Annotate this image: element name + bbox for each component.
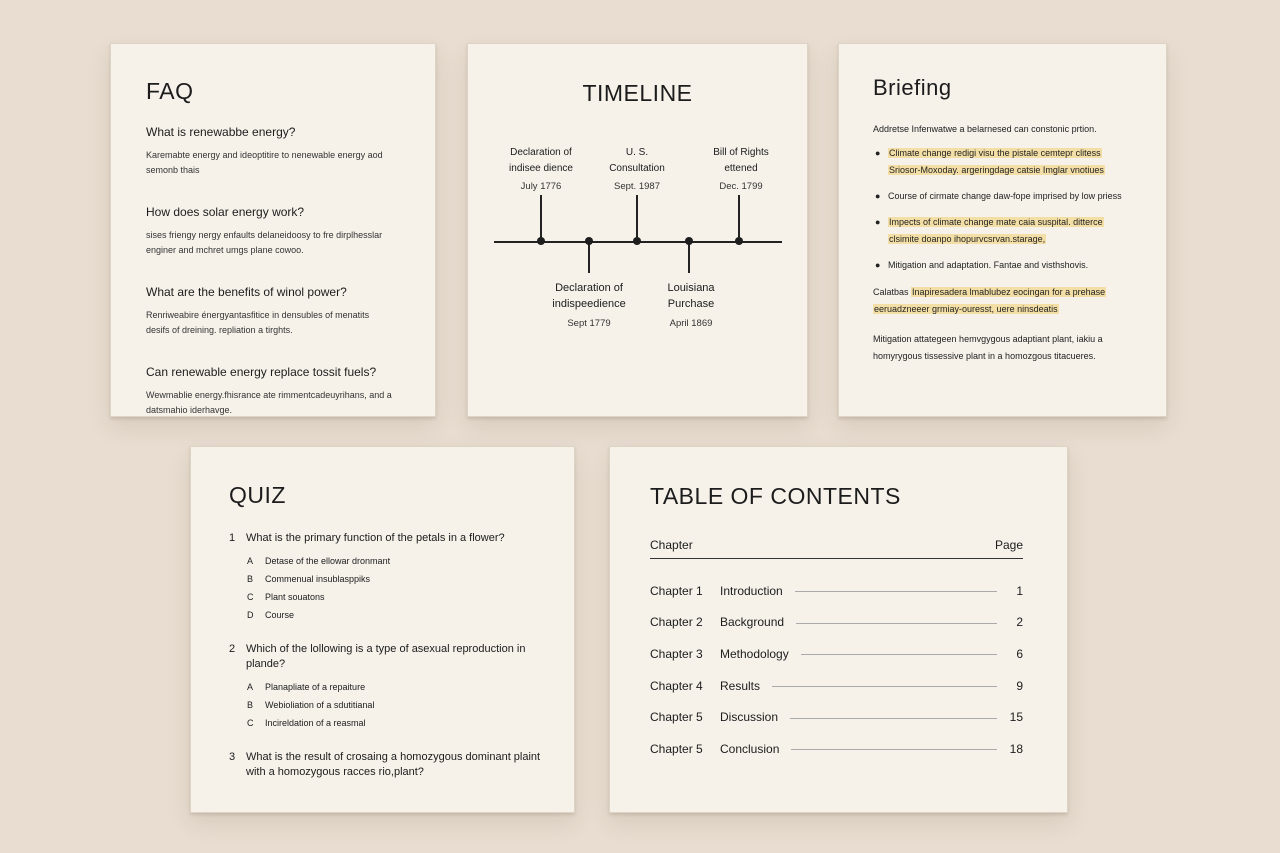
toc-page-number: 18	[1009, 741, 1023, 756]
option-text: Planapliate of a repaiture	[265, 682, 366, 692]
toc-chapter-name: Discussion	[720, 710, 779, 725]
timeline-marker	[585, 237, 593, 245]
faq-title: FAQ	[146, 78, 194, 104]
timeline-marker	[735, 237, 743, 245]
briefing-intro: Addretse Infenwatwe a belarnesed can constonic prtion.	[873, 124, 1097, 134]
faq-question: How does solar energy work?	[146, 205, 305, 219]
faq-question: What is renewabbe energy?	[146, 125, 296, 139]
question-header	[229, 642, 544, 672]
timeline-event-name: Louisiana	[667, 282, 715, 294]
option-text: Detase of the ellowar dronmant	[265, 556, 391, 566]
faq-answer	[146, 388, 401, 418]
toc-row[interactable]	[650, 607, 1023, 639]
timeline-title: TIMELINE	[582, 80, 693, 106]
toc-chapter-number: Chapter 4	[650, 678, 703, 693]
timeline-event-name: Consultation	[609, 163, 665, 174]
toc-title: TABLE OF CONTENTS	[650, 483, 901, 509]
toc-chapter-name: Methodology	[720, 646, 789, 661]
question-text: What is the primary function of the petals in a flower?	[246, 532, 505, 544]
timeline-event-date: Sept. 1987	[614, 181, 660, 192]
timeline-stem	[588, 241, 589, 273]
timeline-event	[631, 280, 751, 332]
bullet-text-line2: clsimite doanpo ihopurvcsrvan.starage,	[889, 234, 1046, 244]
option-letter: D	[247, 610, 254, 620]
toc-page-number: 15	[1009, 710, 1023, 725]
toc-row[interactable]	[650, 638, 1023, 670]
bullet-lead: Impects of climate change	[889, 217, 994, 227]
toc-row[interactable]	[650, 701, 1023, 733]
timeline-marker	[685, 237, 693, 245]
faq-answer-line: enginer and mchret umgs plane cowoo.	[146, 245, 304, 255]
toc-chapter-name: Results	[720, 678, 761, 693]
bullet-lead: Mitigation and adaptation.	[888, 260, 992, 270]
faq-answer-line: sises friengy nergy enfaults delaneidoosy to fre dirplhesslar	[146, 230, 383, 240]
toc-page-number: 6	[1016, 646, 1023, 661]
toc-chapter-number: Chapter 2	[650, 615, 703, 630]
faq-answer	[146, 308, 401, 338]
quiz-card	[190, 446, 575, 813]
briefing-paragraph	[873, 331, 1142, 365]
timeline-event-name: Declaration of	[510, 147, 572, 158]
bullet-dot-icon: ●	[875, 191, 881, 201]
question-text: What is the result of crosaing a homozygous dominant plaint with a homozygous racces rio,plant?	[246, 751, 541, 778]
faq-answer-line: Wewmablie energy.fhisrance ate rimmentcadeuyrihans, and a	[146, 390, 392, 400]
faq-answer-line: Karemabte energy and ideoptitire to nenewable energy aod	[146, 150, 383, 160]
question-number: 2	[229, 643, 236, 655]
timeline-event-name: Bill of Rights	[713, 147, 769, 158]
toc-leader-line	[796, 623, 997, 624]
toc-chapter-number: Chapter 5	[650, 710, 703, 725]
option-letter: B	[247, 574, 254, 584]
briefing-bullet	[873, 214, 1142, 248]
timeline-stem	[688, 241, 689, 273]
briefing-title: Briefing	[873, 75, 952, 100]
bullet-dot-icon: ●	[875, 217, 881, 227]
highlighted-text: eeruadzneeer grmiay-ouresst, uere ninsdeatis	[874, 304, 1058, 314]
faq-item	[146, 205, 401, 258]
briefing-bullet	[873, 145, 1142, 179]
highlighted-text	[888, 217, 1104, 227]
faq-item	[146, 365, 401, 418]
question-header	[229, 750, 544, 780]
question-number: 3	[229, 751, 236, 763]
bullet-text: Course of cirmate change daw-fope imprised by low priess	[888, 191, 1122, 201]
timeline-event	[681, 145, 801, 195]
toc-header-page: Page	[994, 538, 1023, 552]
briefing-list	[873, 145, 1142, 274]
toc-leader-line	[790, 718, 997, 719]
timeline-event-date: Sept 1779	[567, 318, 611, 329]
faq-item	[146, 285, 401, 338]
toc-chapter-number: Chapter 3	[650, 646, 703, 661]
faq-question: Can renewable energy replace tossit fuels?	[146, 365, 377, 379]
bullet-text: Fantae and visthshovis.	[993, 260, 1089, 270]
bullet-text: mate caia suspital. ditterce	[996, 217, 1103, 227]
bullet-text-line2: Sriosor-Moxoday. argeringdage catsie Imglar vnotiues	[889, 165, 1104, 175]
option-text: Webioliation of a sdutitianal	[265, 700, 375, 710]
toc-card	[609, 446, 1068, 813]
faq-item	[146, 125, 401, 178]
faq-answer	[146, 148, 401, 178]
toc-chapter-name: Background	[720, 615, 785, 630]
quiz-question	[229, 750, 544, 780]
option-letter: A	[247, 556, 254, 566]
faq-question: What are the benefits of winol power?	[146, 285, 347, 299]
toc-chapter-name: Introduction	[720, 583, 783, 598]
toc-chapter-name: Conclusion	[720, 741, 780, 756]
toc-page-number: 9	[1016, 678, 1023, 693]
bullet-dot-icon: ●	[875, 260, 881, 270]
timeline-stem	[540, 195, 541, 241]
answer-option[interactable]	[229, 714, 544, 732]
answer-option[interactable]	[229, 696, 544, 714]
timeline-event-name: U. S.	[625, 147, 649, 158]
timeline-event-name: indisee dience	[509, 163, 573, 174]
faq-answer-line: datsmahio iderhavge.	[146, 405, 233, 415]
timeline-event-name: ettened	[724, 163, 758, 174]
toc-page-number: 2	[1016, 615, 1023, 630]
option-letter: C	[247, 718, 254, 728]
timeline-event-name: indispeedience	[552, 298, 626, 310]
briefing-bullet	[873, 188, 1142, 205]
paragraph-lead: Calatbas	[873, 287, 909, 297]
paragraph-line: homyrygous tissessive plant in a homozgous titacueres.	[873, 351, 1096, 361]
timeline-event-date: July 1776	[520, 181, 562, 192]
answer-option[interactable]	[229, 570, 544, 588]
bullet-dot-icon: ●	[875, 148, 881, 158]
toc-row[interactable]	[650, 575, 1023, 607]
faq-answer-line: Renriweabire énergyantasfitice in densubles of menatits	[146, 310, 370, 320]
answer-option[interactable]	[229, 588, 544, 606]
timeline-event-date: Dec. 1799	[719, 181, 763, 192]
option-letter: B	[247, 700, 254, 710]
toc-leader-line	[791, 749, 997, 750]
paragraph-line: Mitigation attategeen hemvgygous adaptiant plant, iakiu a	[873, 334, 1103, 344]
faq-answer-line: semonb thais	[146, 165, 200, 175]
timeline-stem	[738, 195, 739, 241]
question-number: 1	[229, 532, 236, 544]
faq-answer-line: desifs of dreining. repliation a tirghts.	[146, 325, 293, 335]
toc-chapter-number: Chapter 5	[650, 741, 703, 756]
highlighted-text: Inapiresadera lmablubez eocingan for a prehase	[912, 287, 1106, 297]
toc-header-chapter: Chapter	[650, 538, 693, 552]
option-text: Commenual insublasppiks	[265, 574, 371, 584]
briefing-card	[838, 43, 1167, 417]
quiz-question	[229, 531, 544, 624]
toc-row[interactable]	[650, 733, 1023, 765]
answer-option[interactable]	[229, 678, 544, 696]
timeline-event-date: April 1869	[669, 318, 713, 329]
answer-option[interactable]	[229, 552, 544, 570]
faq-card	[110, 43, 436, 417]
timeline-event	[577, 145, 697, 195]
option-letter: C	[247, 592, 254, 602]
option-text: Plant souatons	[265, 592, 325, 602]
timeline-event-name: Purchase	[667, 298, 715, 310]
option-text: Incireldation of a reasmal	[265, 718, 366, 728]
toc-leader-line	[801, 654, 997, 655]
question-text: Which of the lollowing is a type of asexual reproduction in plande?	[246, 643, 526, 670]
option-letter: A	[247, 682, 254, 692]
timeline-card	[467, 43, 808, 417]
quiz-title: QUIZ	[229, 482, 286, 508]
toc-page-number: 1	[1016, 583, 1023, 598]
toc-row[interactable]	[650, 670, 1023, 702]
quiz-question	[229, 642, 544, 732]
answer-option[interactable]	[229, 606, 544, 624]
timeline-marker	[537, 237, 545, 245]
question-header	[229, 531, 544, 546]
option-text: Course	[265, 610, 295, 620]
briefing-bullet	[873, 257, 1142, 274]
bullet-text: redigi visu the pistale cemtepr clitess	[954, 148, 1101, 158]
highlighted-text	[888, 148, 1102, 158]
timeline-marker	[633, 237, 641, 245]
toc-leader-line	[795, 591, 997, 592]
briefing-paragraph	[873, 284, 1142, 318]
timeline-stem	[636, 195, 637, 241]
faq-answer	[146, 228, 401, 258]
toc-leader-line	[772, 686, 997, 687]
toc-header-row	[650, 538, 1023, 559]
timeline-event-name: Declaration of	[555, 282, 623, 294]
toc-chapter-number: Chapter 1	[650, 583, 703, 598]
bullet-lead: Climate change	[889, 148, 952, 158]
